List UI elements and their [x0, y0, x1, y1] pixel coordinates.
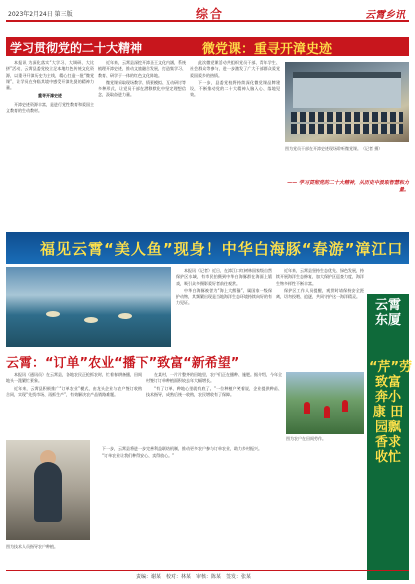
subheading: 重寻开漳史迹	[38, 93, 62, 99]
photo-person	[342, 400, 348, 412]
photo-caption: 图为技术人员指导农户种植。	[6, 544, 58, 549]
photo-classroom	[285, 62, 409, 142]
paragraph: 本报讯（记者）近日，在漳江口红树林国家级自然保护区水域，有市民拍摄到中华白海豚群在海面上嬉戏，吸引众多摄影爱好者前往观赏。	[176, 268, 272, 286]
paragraph: 近年来，云霄县坚持生态优先、绿色发展，持续开展海洋生态修复，加大保护区巡查力度，海洋生物多样性不断丰富。	[276, 268, 364, 286]
article3-col3	[94, 446, 364, 566]
article2-col1	[176, 268, 272, 348]
paragraph: 下一步，县委党校将持续深化微党课品牌建设，不断推动党的二十大精神入脑入心、落地见效。	[190, 79, 280, 98]
article3-col2	[146, 372, 282, 438]
masthead	[6, 4, 409, 22]
photo-caption: 图为农户在田间劳作。	[286, 436, 326, 441]
photo-technician	[6, 440, 90, 540]
banner-right-title: 微党课：重寻开漳史迹	[202, 42, 333, 57]
banner-left-title: 学习贯彻党的二十大精神	[10, 41, 143, 55]
vertical-banner	[367, 294, 413, 580]
vertical-banner-subtitle: “芹”劳致富奔小康 田园飘香求收忙	[369, 360, 413, 465]
article1-col2	[98, 60, 186, 228]
article1-col1	[6, 60, 94, 228]
paragraph: “订单农业让我们种得安心、卖得放心。”	[102, 453, 175, 459]
banner-dolphin-title: 福见云霄“美人鱼”现身！中华白海豚“春游”漳江口	[40, 240, 404, 258]
photo-audience-row	[291, 124, 403, 134]
paragraph: 本报讯 为深化落实“大学习、大调研、大比拼”活动，云霄县委党校立足本地红色传统文化资源，以重寻开漳历史为主线，精心打造一批“微党课”，让学员在身临其境中感受开漳先贤的精神力量。	[6, 60, 94, 91]
photo-figure-body	[34, 462, 62, 522]
paragraph: 微党课采取现场教学、情景模拟、互动研讨等多种形式，让党员干部在潜移默化中坚定理想信念，汲取奋进力量。	[98, 79, 186, 98]
article3-col1	[6, 372, 142, 438]
pull-quote: —— 学习贯彻党的二十大精神，从历史中汲取智慧和力量。	[287, 180, 409, 193]
article2-col2	[276, 268, 364, 348]
editor-credits: 责编：谢某 校对：林某 审核：陈某 签发：张某	[136, 574, 252, 580]
dolphin-shape	[118, 313, 132, 319]
paragraph: 本报讯（通讯员）在云霄县，各地农民正抢抓农时，忙着春耕备播，田间地头一派繁忙景象。	[6, 372, 142, 384]
vertical-banner-title: 云霄东厦	[374, 298, 401, 328]
section-title: 综合	[196, 7, 225, 21]
paragraph: 开漳史迹资源丰富，是进行党性教育和爱国主义教育的生动教材。	[6, 101, 94, 114]
paragraph: 在某村，一片片整齐的田地里，农户们正在播种、施肥。据介绍，今年全村签订订单种植面积较去年大幅增长。	[146, 372, 282, 384]
dolphin-shape	[84, 317, 98, 323]
photo-room	[293, 72, 401, 108]
paragraph: 近年来，云霄县深挖开漳圣王文化内涵，系统梳理开漳史迹，推动文旅融合发展，打造集学习、教育、研学于一体的红色文化阵地。	[98, 60, 186, 78]
photo-person	[304, 402, 310, 414]
photo-person	[324, 406, 330, 418]
photo-farmers	[286, 372, 364, 434]
paper-name: 云霄乡讯	[365, 10, 405, 21]
paragraph: “有了订单，种地心里就有底了。”一位种植户笑着说，企业提供种苗、技术指导，成熟后统一收购，农民增收有了保障。	[146, 385, 282, 397]
paragraph: 近年来，云霄县积极推广“订单农业”模式，由龙头企业与农户签订收购合同，实现“先找市场、再抓生产”，有效解决农产品销路难题。	[6, 385, 142, 397]
photo-dolphins	[6, 267, 171, 347]
paragraph: 保护区工作人员提醒，观赏时请保持安全距离，切勿投喂、追逐，共同守护这一海洋精灵。	[276, 287, 364, 300]
issue-date: 2023年2月24日 第三版	[8, 11, 73, 18]
dolphin-shape	[46, 311, 60, 317]
article3-headline: 云霄：“订单”农业“播下”致富“新希望”	[6, 356, 240, 371]
photo-caption: 图为党员干部在开漳史迹现场聆听微党课。（记者 摄）	[285, 146, 383, 151]
banner-dolphin	[6, 232, 409, 264]
paragraph: 中华白海豚被誉为“海上大熊猫”，属国家一级保护动物，其频繁出现是当地海洋生态环境持续向好的有力见证。	[176, 287, 272, 306]
article1-col3	[190, 60, 280, 228]
page-footer	[6, 570, 409, 580]
paragraph: 此次微党课活动共组织党员干部、青年学生、社会群众等参与，进一步激发了广大干部群众爱党爱国爱乡的热情。	[190, 60, 280, 78]
banner-party-study	[6, 37, 409, 56]
paragraph: 下一步，云霄县将进一步完善利益联结机制，推动更多农户参与订单农业，助力乡村振兴。	[102, 446, 262, 451]
photo-audience-row	[291, 112, 403, 122]
